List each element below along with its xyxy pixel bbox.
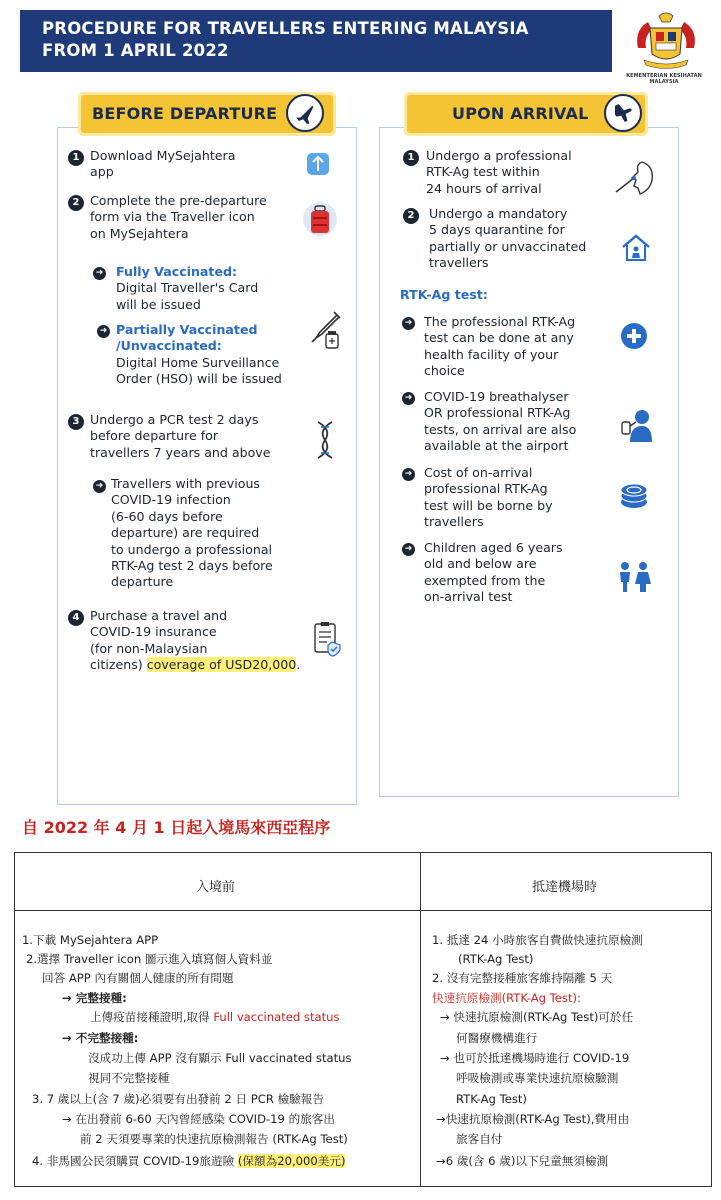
- text-line: [90, 657, 300, 673]
- malaysia-crest-icon: [628, 10, 704, 72]
- luggage-icon: [302, 200, 338, 238]
- text-line: Undergo a PCR test 2 days: [90, 412, 259, 427]
- text-line: Digital Traveller's Card: [116, 280, 259, 296]
- text-line: travellers: [424, 514, 484, 530]
- text-line: old and below are: [424, 556, 537, 572]
- title-line-2: FROM 1 APRIL 2022: [42, 41, 229, 60]
- zh-coverage-highlight: (保額為20,000美元): [237, 1154, 346, 1168]
- text-line: Digital Home Surveillance: [116, 354, 280, 370]
- partially-vaccinated-block: [116, 322, 282, 388]
- zh-arrival-line: 2. 沒有完整接種旅客維持隔離 5 天: [432, 971, 613, 985]
- unvaccinated-label: /Unvaccinated:: [116, 338, 222, 354]
- zh-arrival-line: 旅客自付: [456, 1132, 503, 1146]
- text-line: on-arrival test: [424, 589, 513, 605]
- arrow-bullet: ➜: [402, 468, 415, 481]
- text-line: test will be borne by: [424, 497, 553, 513]
- page-title: [42, 18, 602, 62]
- text-line: form via the Traveller icon: [90, 209, 255, 225]
- upon-arrival-heading: [404, 92, 648, 136]
- zh-before-line: → 不完整接種:: [62, 1031, 139, 1045]
- coins-icon: [618, 480, 650, 512]
- before-step-2: [90, 193, 267, 242]
- arrival-step-1: [426, 148, 572, 197]
- fully-vaccinated-label: Fully Vaccinated:: [116, 264, 238, 279]
- text-line: Undergo a professional: [426, 148, 572, 163]
- title-line-1: PROCEDURE FOR TRAVELLERS ENTERING MALAYSIA: [42, 19, 529, 38]
- airplane-landing-icon: [604, 94, 642, 132]
- text-line: available at the airport: [424, 438, 569, 454]
- step-number: 3: [68, 414, 84, 430]
- text-line: COVID-19 insurance: [90, 624, 217, 640]
- text-line: Complete the pre-departure: [90, 193, 267, 208]
- zh-arrival-line: → 也可於抵達機場時進行 COVID-19: [440, 1051, 630, 1065]
- table-divider: [14, 910, 712, 911]
- text-line: professional RTK-Ag: [424, 481, 548, 497]
- breathalyser-icon: [618, 408, 654, 444]
- zh-arrival-line: →6 歲(含 6 歲)以下兒童無須檢測: [436, 1154, 609, 1168]
- arrow-bullet: ➜: [97, 325, 110, 338]
- text-line: to undergo a professional: [111, 541, 273, 557]
- text-line: The professional RTK-Ag: [424, 314, 576, 329]
- table-divider: [420, 852, 421, 1187]
- before-departure-label: BEFORE DEPARTURE: [92, 104, 278, 123]
- text-line: RTK-Ag test 2 days before: [111, 558, 273, 574]
- arrow-bullet: ➜: [402, 317, 415, 330]
- text-line: Download MySejahtera: [90, 148, 236, 163]
- ministry-label: KEMENTERIAN KESIHATAN MALAYSIA: [626, 73, 702, 85]
- text-line: travellers 7 years and above: [90, 444, 271, 460]
- home-quarantine-icon: [620, 232, 652, 264]
- previous-infection-note: [111, 476, 273, 591]
- text-line: app: [90, 164, 114, 180]
- vaccine-syringe-icon: [308, 308, 344, 352]
- nasal-swab-icon: [612, 158, 656, 198]
- step-number: 1: [403, 150, 419, 166]
- text-line: Undergo a mandatory: [429, 206, 568, 221]
- text-fragment: citizens): [90, 657, 147, 673]
- zh-arrival-line: 快速抗原檢測(RTK-Ag Test):: [432, 991, 581, 1005]
- col-upon-arrival: 抵達機場時: [532, 880, 598, 895]
- text-fragment: 上傳疫苗接種證明,取得: [90, 1010, 214, 1024]
- zh-before-line: 1.下載 MySejahtera APP: [22, 933, 159, 947]
- text-line: exempted from the: [424, 572, 546, 588]
- text-line: on MySejahtera: [90, 225, 189, 241]
- text-line: choice: [424, 363, 465, 379]
- rtk-bullet-3: [424, 465, 553, 531]
- text-line: Children aged 6 years: [424, 540, 563, 555]
- arrow-bullet: ➜: [402, 392, 415, 405]
- zh-arrival-line: (RTK-Ag Test): [458, 952, 534, 966]
- text-line: Order (HSO) will be issued: [116, 371, 282, 387]
- text-line: tests, on arrival are also: [424, 421, 577, 437]
- text-line: (6-60 days before: [111, 508, 223, 524]
- text-fragment: .: [296, 657, 301, 673]
- insurance-document-icon: [312, 620, 342, 658]
- full-vaccinated-status-red: Full vaccinated status: [213, 1010, 340, 1024]
- rtk-bullet-2: [424, 389, 576, 455]
- rtk-bullet-4: [424, 540, 563, 606]
- text-line: RTK-Ag test within: [426, 164, 540, 180]
- zh-before-line: 2.選擇 Traveller icon 圖示進入填寫個人資料並: [26, 952, 273, 966]
- step-number: 1: [68, 150, 84, 166]
- fully-vaccinated-block: [116, 264, 258, 313]
- text-line: Cost of on-arrival: [424, 465, 533, 480]
- zh-before-line: → 完整接種:: [62, 991, 127, 1005]
- zh-arrival-line: 何醫療機構進行: [456, 1031, 538, 1045]
- mysejahtera-app-icon: [306, 152, 330, 176]
- chinese-title: 自 2022 年 4 月 1 日起入境馬來西亞程序: [22, 818, 331, 837]
- text-line: will be issued: [116, 296, 201, 312]
- zh-before-line: 3. 7 歲以上(含 7 歲)必須要有出發前 2 日 PCR 檢驗報告: [32, 1092, 324, 1106]
- zh-before-line: 視同不完整接種: [88, 1071, 170, 1085]
- text-fragment: 4. 非馬國公民須購買 COVID-19旅遊險: [32, 1154, 238, 1168]
- zh-arrival-line: →快速抗原檢測(RTK-Ag Test),費用由: [436, 1112, 630, 1126]
- arrow-bullet: ➜: [93, 267, 106, 280]
- zh-before-line: → 在出發前 6-60 天內曾經感染 COVID-19 的旅客出: [62, 1112, 335, 1126]
- children-icon: [614, 560, 654, 594]
- text-line: Travellers with previous: [111, 476, 260, 491]
- text-line: travellers: [429, 255, 489, 271]
- text-line: before departure for: [90, 428, 219, 444]
- upon-arrival-label: UPON ARRIVAL: [452, 104, 589, 123]
- zh-arrival-line: 呼吸檢測或專業快速抗原檢驗測: [456, 1071, 619, 1085]
- text-line: departure) are required: [111, 525, 260, 541]
- text-line: 24 hours of arrival: [426, 180, 542, 196]
- before-departure-heading: [78, 92, 336, 136]
- before-step-1: [90, 148, 235, 181]
- rtk-ag-heading: RTK-Ag test:: [400, 287, 488, 302]
- step-number: 2: [403, 208, 419, 224]
- text-line: departure: [111, 574, 174, 590]
- arrow-bullet: ➜: [402, 543, 415, 556]
- arrow-bullet: ➜: [93, 480, 106, 493]
- rtk-bullet-1: [424, 314, 575, 380]
- dna-icon: [312, 420, 338, 460]
- text-line: Purchase a travel and: [90, 608, 228, 623]
- text-line: partially or unvaccinated: [429, 238, 587, 254]
- health-facility-icon: [620, 322, 648, 350]
- col-before-departure: 入境前: [196, 880, 236, 895]
- text-line: OR professional RTK-Ag: [424, 405, 571, 421]
- step-number: 2: [68, 195, 84, 211]
- airplane-takeoff-icon: [286, 94, 324, 132]
- arrival-step-2: [429, 206, 586, 272]
- text-line: 5 days quarantine for: [429, 222, 565, 238]
- zh-before-line: [32, 1152, 345, 1171]
- zh-arrival-line: → 快速抗原檢測(RTK-Ag Test)可於任: [440, 1010, 634, 1024]
- coverage-highlight: coverage of USD20,000: [146, 657, 297, 673]
- before-step-4: [90, 608, 300, 674]
- zh-before-line: 回答 APP 內有關個人健康的所有問題: [42, 971, 234, 985]
- text-line: COVID-19 infection: [111, 492, 231, 508]
- zh-before-line: [90, 1008, 340, 1027]
- text-line: COVID-19 breathalyser: [424, 389, 569, 404]
- partially-vaccinated-label: Partially Vaccinated: [116, 322, 258, 337]
- zh-arrival-line: RTK-Ag Test): [456, 1092, 527, 1106]
- zh-arrival-line: 1. 抵達 24 小時旅客自費做快速抗原檢測: [432, 933, 643, 947]
- before-step-3: [90, 412, 271, 461]
- zh-before-line: 沒成功上傳 APP 沒有顯示 Full vaccinated status: [88, 1051, 352, 1065]
- zh-before-line: 前 2 天須要專業的快速抗原檢測報告 (RTK-Ag Test): [80, 1132, 348, 1146]
- step-number: 4: [68, 610, 84, 626]
- text-line: (for non-Malaysian: [90, 640, 208, 656]
- text-line: health facility of your: [424, 346, 559, 362]
- text-line: test can be done at any: [424, 330, 574, 346]
